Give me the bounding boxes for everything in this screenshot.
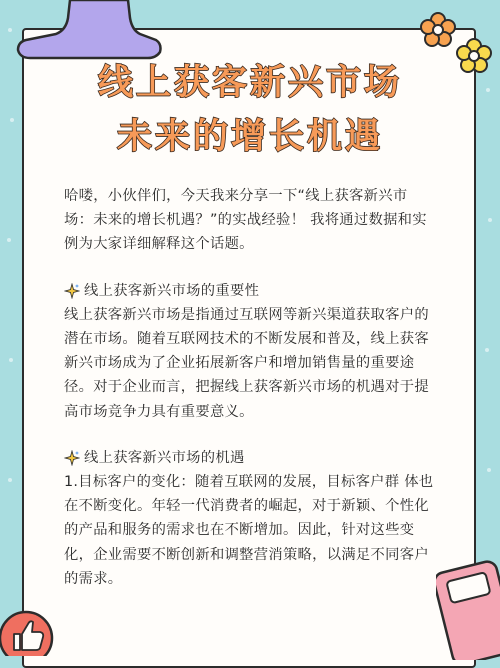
section-heading [64,446,436,470]
thumbs-up-icon [0,604,60,656]
section1-body: 线上获客新兴市场是指通过互联网等新兴渠道获取客户的潜在市场。随着互联网技术的不断发展和普及，线上获客新兴市场成为了企业拓展新客户和增加销售量的重要途径。对于企业而言，把握线上获客新兴市场的机遇对于提高市场竞争力具有重要意义。 [64,306,429,420]
sparkle-icon [64,283,80,299]
article-body [64,184,436,591]
section2-heading: 线上获客新兴市场的机遇 [84,449,245,466]
sparkle-icon [64,450,80,466]
section2-body: 1.目标客户的变化：随着互联网的发展，目标客户群 体也在不断变化。年轻一代消费者的崛起，对于新颖、个性化的产品和服务的需求也在不断增加。因此，针对这些变化，企业需要不断创新和调整营消策略，以满足不同客户的需求。 [64,474,434,587]
title-line-1: 线上获客新兴市场 [97,63,403,103]
section1-heading: 线上获客新兴市场的重要性 [84,282,260,299]
section-heading [64,279,436,303]
intro-paragraph: 哈喽，小伙伴们，今天我来分享一下“线上获客新兴市场：未来的增长机遇？”的实战经验！ 我将通过数据和实例为大家详细解释这个话题。 [64,188,427,253]
title-line-2: 未来的增长机遇 [116,117,384,157]
page-title [40,58,460,162]
calculator-icon [436,560,500,660]
